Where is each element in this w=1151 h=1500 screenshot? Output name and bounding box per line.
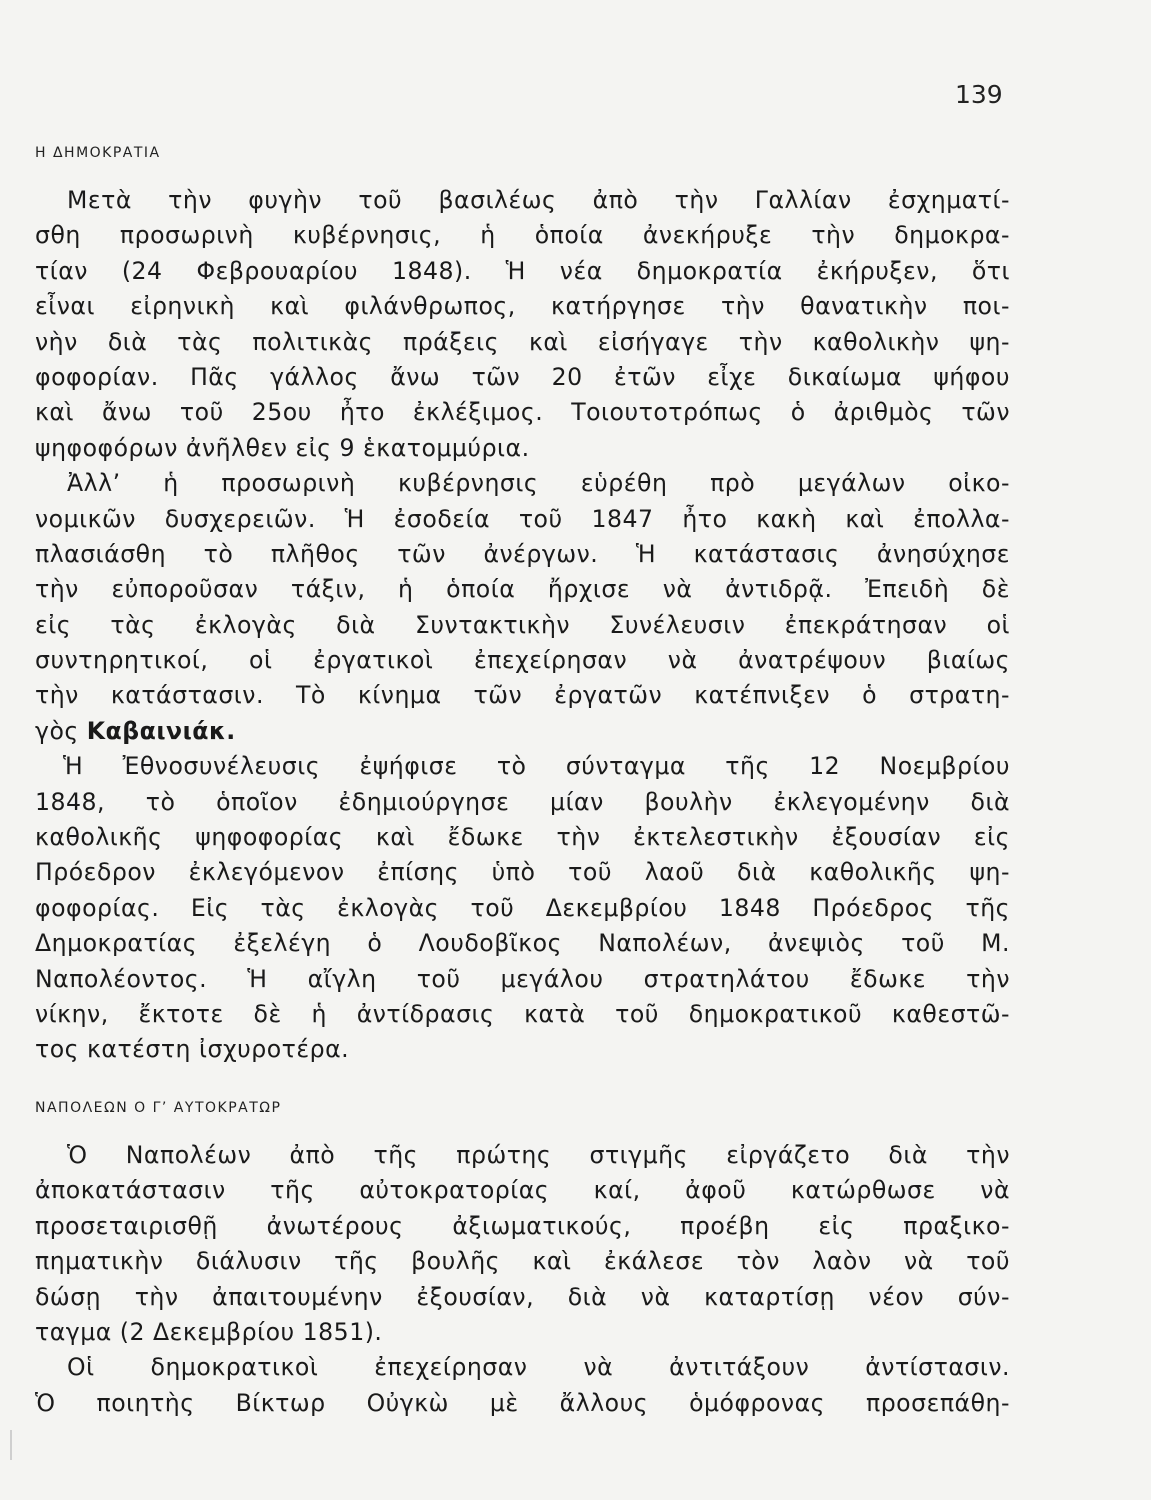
text-line: νίκην, ἔκτοτε δὲ ἡ ἀντίδρασις κατὰ τοῦ δημοκρατικοῦ καθεστῶ- [35,999,1010,1028]
text-line: τίαν (24 Φεβρουαρίου 1848). Ἡ νέα δημοκρατία ἐκήρυξεν, ὅτι [35,256,1010,285]
section-body-napoleon [35,1138,1010,1421]
text-line: 1848, τὸ ὁποῖον ἐδημιούργησε μίαν βουλὴν ἐκλεγομένην διὰ [35,787,1010,816]
text-line: Ὁ Ναπολέων ἀπὸ τῆς πρώτης στιγμῆς εἰργάζετο διὰ τὴν [67,1141,1010,1169]
text-line: πηματικὴν διάλυσιν τῆς βουλῆς καὶ ἐκάλεσε τὸν λαὸν νὰ τοῦ [35,1247,1010,1276]
page-number: 139 [955,80,1003,109]
text-line: νὴν διὰ τὰς πολιτικὰς πράξεις καὶ εἰσήγαγε τὴν καθολικὴν ψη- [35,327,1010,356]
text-line: Μετὰ τὴν φυγὴν τοῦ βασιλέως ἀπὸ τὴν Γαλλίαν ἐσχηματί- [67,186,1010,214]
text-line: ταγμα (2 Δεκεμβρίου 1851). [35,1317,383,1346]
text-line: Πρόεδρον ἐκλεγόμενον ἐπίσης ὑπὸ τοῦ λαοῦ διὰ καθολικῆς ψη- [35,858,1010,887]
text-line: πλασιάσθη τὸ πλῆθος τῶν ἀνέργων. Ἡ κατάστασις ἀνησύχησε [35,539,1010,568]
section-body-democracy [35,183,1010,1068]
text-line: Ὁ ποιητὴς Βίκτωρ Οὐγκὼ μὲ ἄλλους ὁμόφρονας προσεπάθη- [35,1388,1010,1417]
section-heading-napoleon: ΝΑΠΟΛΕΩΝ Ο Γ’ ΑΥΤΟΚΡΑΤΩΡ [35,1100,282,1116]
text-line: τὴν εὐποροῦσαν τάξιν, ἡ ὁποία ἤρχισε νὰ ἀντιδρᾷ. Ἐπειδὴ δὲ [35,575,1010,604]
text-line: εἰς τὰς ἐκλογὰς διὰ Συντακτικὴν Συνέλευσιν ἐπεκράτησαν οἱ [35,610,1010,639]
text-line: Ἀλλ’ ἡ προσωρινὴ κυβέρνησις εὑρέθη πρὸ μεγάλων οἰκο- [67,469,1010,498]
text-line: νομικῶν δυσχερειῶν. Ἡ ἐσοδεία τοῦ 1847 ἦτο κακὴ καὶ ἐπολλα- [35,504,1010,533]
text-fragment: γὸς [35,716,87,745]
text-line: Δημοκρατίας ἐξελέγη ὁ Λουδοβῖκος Ναπολέων, ἀνεψιὸς τοῦ Μ. [35,929,1010,958]
text-line-with-name [35,714,1010,749]
text-line: τὴν κατάστασιν. Τὸ κίνημα τῶν ἐργατῶν κατέπνιξεν ὁ στρατη- [35,681,1010,710]
text-line: δώσῃ τὴν ἀπαιτουμένην ἐξουσίαν, διὰ νὰ καταρτίσῃ νέον σύν- [35,1282,1010,1311]
text-line: σθη προσωρινὴ κυβέρνησις, ἡ ὁποία ἀνεκήρυξε τὴν δημοκρα- [35,221,1010,250]
text-line: ἀποκατάστασιν τῆς αὐτοκρατορίας καί, ἀφοῦ κατώρθωσε νὰ [35,1176,1010,1205]
text-line: καὶ ἄνω τοῦ 25ου ἦτο ἐκλέξιμος. Τοιουτοτρόπως ὁ ἀριθμὸς τῶν [35,398,1010,427]
text-line: Ἡ Ἐθνοσυνέλευσις ἐψήφισε τὸ σύνταγμα τῆς 12 Νοεμβρίου [63,752,1010,781]
text-line: καθολικῆς ψηφοφορίας καὶ ἔδωκε τὴν ἐκτελεστικὴν ἐξουσίαν εἰς [35,823,1010,852]
text-line: εἶναι εἰρηνικὴ καὶ φιλάνθρωπος, κατήργησε τὴν θανατικὴν ποι- [35,292,1010,321]
text-line: Ναπολέοντος. Ἡ αἴγλη τοῦ μεγάλου στρατηλάτου ἔδωκε τὴν [35,964,1010,993]
text-line: φοφορίαν. Πᾶς γάλλος ἄνω τῶν 20 ἐτῶν εἶχε δικαίωμα ψήφου [35,362,1010,391]
text-line: προσεταιρισθῇ ἀνωτέρους ἀξιωματικούς, προέβη εἰς πραξικο- [35,1211,1010,1240]
section-heading-democracy: Η ΔΗΜΟΚΡΑΤΙΑ [35,145,161,161]
text-line: ψηφοφόρων ἀνῆλθεν εἰς 9 ἑκατομμύρια. [35,433,530,462]
text-line: φοφορίας. Εἰς τὰς ἐκλογὰς τοῦ Δεκεμβρίου 1848 Πρόεδρος τῆς [35,893,1010,922]
text-line: Οἱ δημοκρατικοὶ ἐπεχείρησαν νὰ ἀντιτάξουν ἀντίστασιν. [67,1353,1010,1382]
text-line: συντηρητικοί, οἱ ἐργατικοὶ ἐπεχείρησαν νὰ ἀνατρέψουν βιαίως [35,646,1010,675]
margin-mark [10,1430,12,1460]
bold-name: Καβαινιάκ. [86,716,236,745]
text-line: τος κατέστη ἰσχυροτέρα. [35,1035,350,1064]
